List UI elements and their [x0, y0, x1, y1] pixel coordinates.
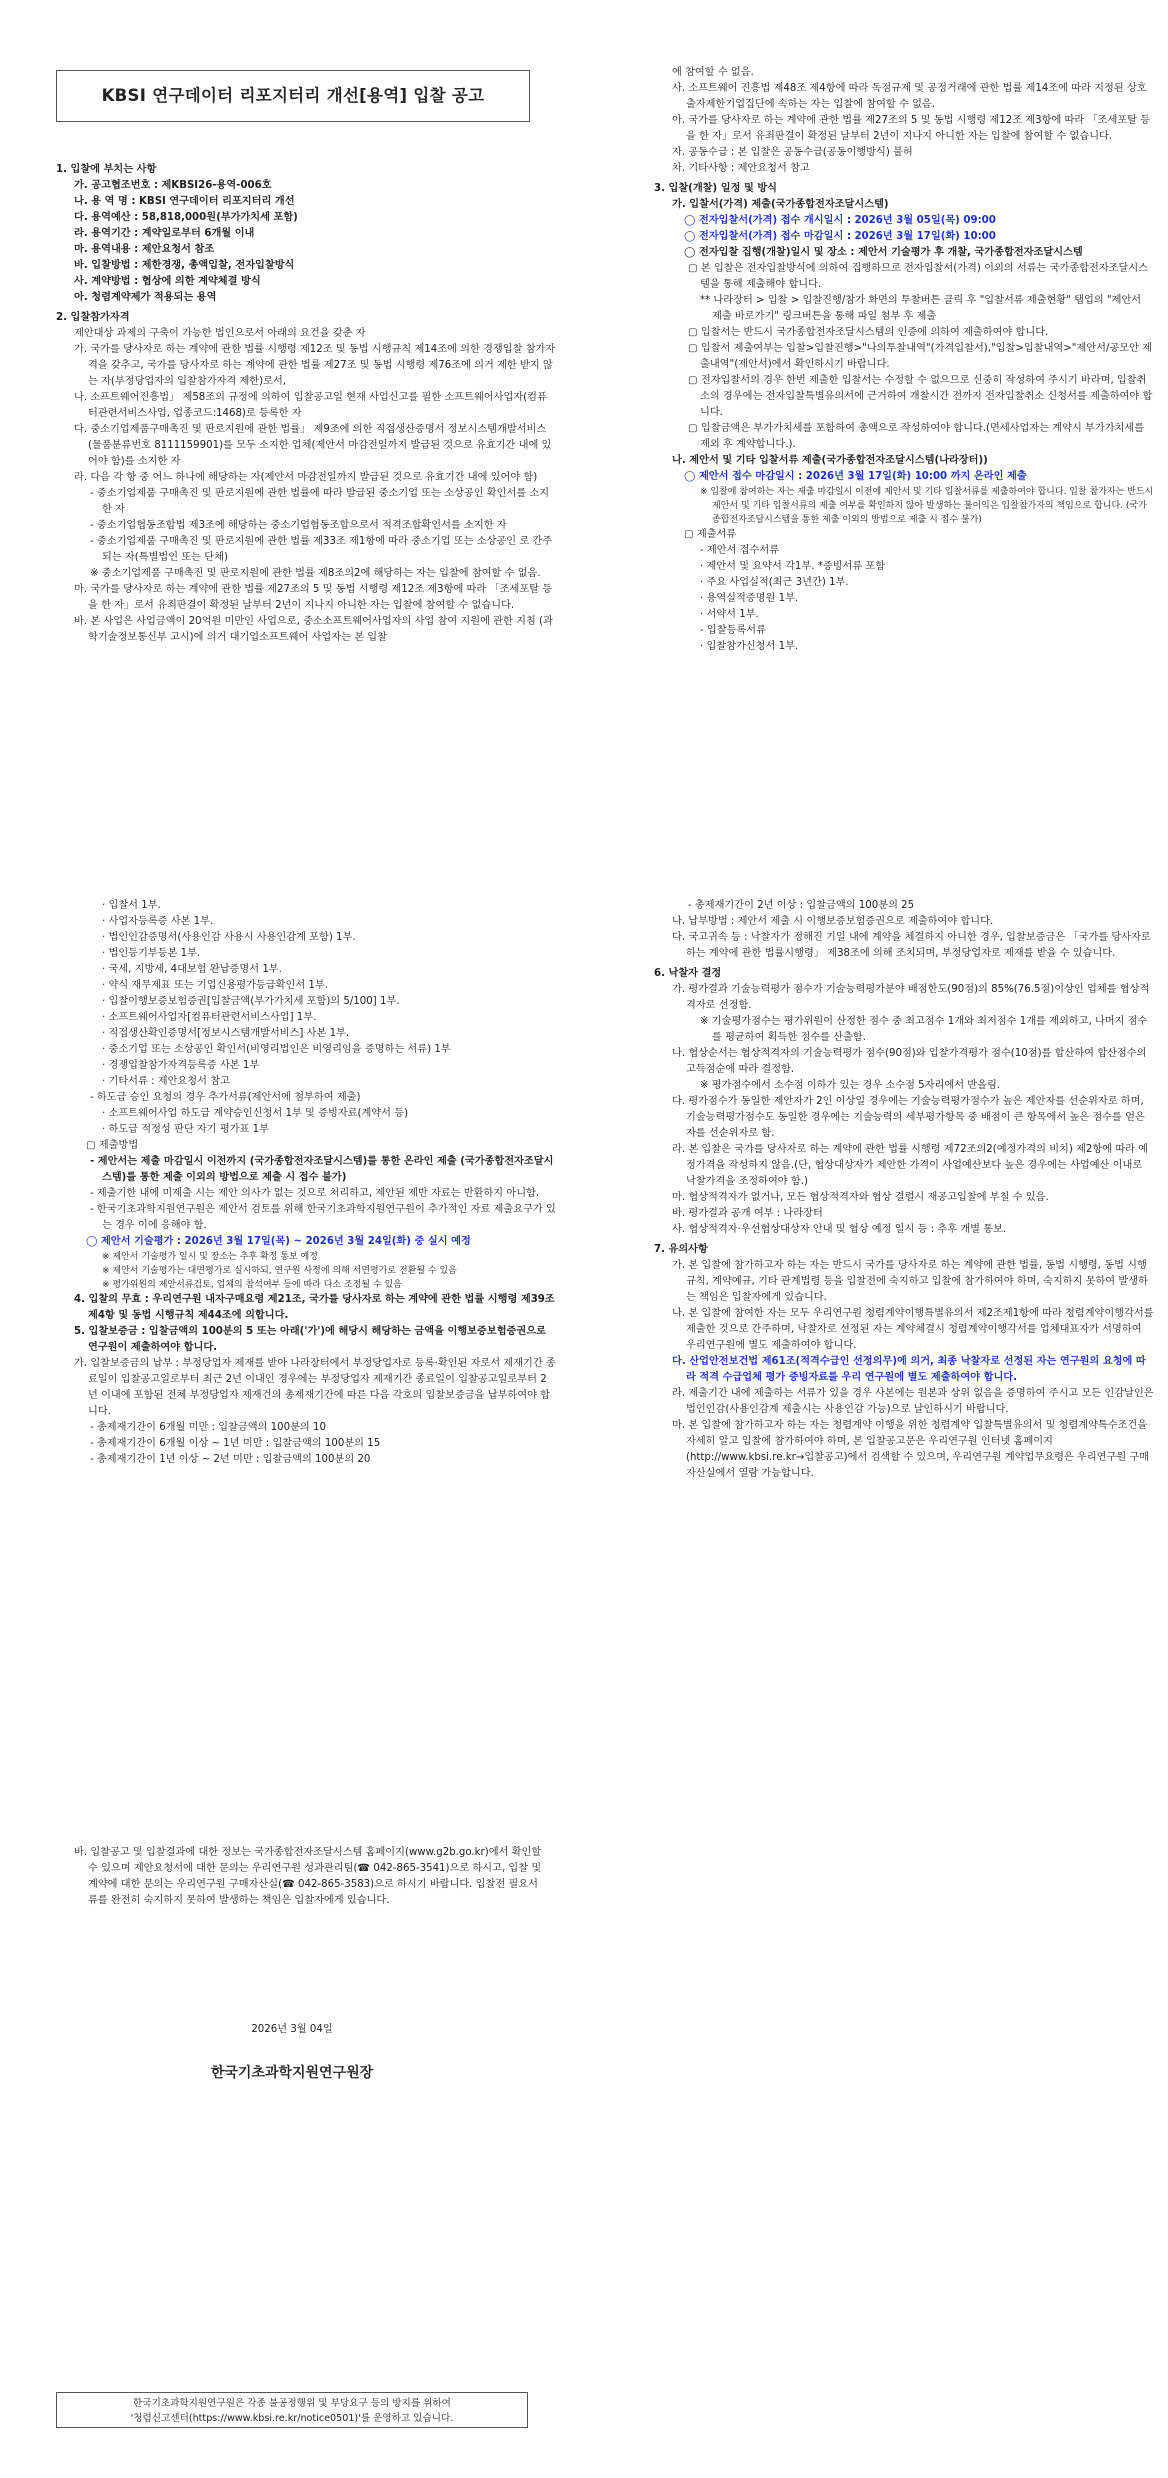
right1-line: ※ 입찰에 참여하는 자는 제출 마감일시 이전에 제안서 및 기타 입찰서류를 제출하여야 합니다. 입찰 참가자는 반드시 제안서 및 기타 입찰서류의 제출 여부를 확인하지 않아 발생하는 불이익은 입찰참가자의 책임으로 합니다. (국가종합전자조달시스템을 통한 제출 이외의 방법으로 제출 시 접수 불가) [700, 487, 1154, 525]
left1-line: 바. 입찰방법 : 제한경쟁, 총액입찰, 전자입찰방식 [74, 260, 295, 271]
right2-line: 다. 평가점수가 동일한 제안자가 2인 이상일 경우에는 기술능력평가점수가 높은 제안자를 선순위자로 하며, 기술능력평가점수도 동일한 경우에는 기술능력의 세부평가항목 중 배점이 큰 항목에서 높은 점수를 얻은 자를 선순위자로 함. [672, 1096, 1145, 1139]
left1-line: 나. 소프트웨어진흥법」 제58조의 규정에 의하여 입찰공고일 현재 사업신고를 필한 소프트웨어사업자(컴퓨터관련서비스사업, 업종코드:1468)로 등록한 자 [74, 392, 547, 419]
right2-line: - 총제재기간이 2년 이상 : 입찰금액의 100분의 25 [688, 900, 915, 911]
right1-line: - 제안서 접수서류 [700, 545, 780, 556]
bottom-note-text: 바. 입찰공고 및 입찰결과에 대한 정보는 국가종합전자조달시스템 홈페이지(www.g2b.go.kr)에서 확인할 수 있으며 제안요청서에 대한 문의는 우리연구원 성과관리팀(☎ 042-865-3541)으로 하시고, 입찰 및 계약에 대한 문의는 우리연구원 구매자산실(☎ 042-865-3583)으로 하시기 바랍니다. 입찰전 필요서류를 완전히 숙지하지 못하여 발생하는 책임은 입찰자에게 있습니다. [74, 1847, 542, 1906]
left2-line: - 총제재기간이 1년 이상 ~ 2년 미만 : 입찰금액의 100분의 20 [90, 1454, 371, 1465]
right1-line: - 입찰등록서류 [700, 625, 766, 636]
right1-line: 가. 입찰서(가격) 제출(국가종합전자조달시스템) [672, 199, 889, 210]
left2-line: · 소프트웨어사업 하도급 계약승인신청서 1부 및 증빙자료(계약서 등) [102, 1108, 409, 1119]
right1-line: 자. 공동수급 : 본 입찰은 공동수급(공동이행방식) 불허 [672, 147, 913, 158]
right2-line: 나. 협상순서는 협상적격자의 기술능력평가 점수(90점)와 입찰가격평가 점수(10점)를 합산하여 합산점수의 고득점순에 따라 결정함. [672, 1048, 1147, 1075]
left2-line: 가. 입찰보증금의 납부 : 부정당업자 제재를 받아 나라장터에서 부정당업자로 등록·확인된 자로서 제재기간 종료일이 입찰공고일로부터 최근 2년 이내인 경우에는 부정당업자 제재기간 종료일이 입찰공고일로부터 2년 이내에 포함된 전체 부정당업자 제재건의 총제재기간에 따른 다음 각호의 입찰보증금을 납부하여야 합니다. [74, 1358, 556, 1417]
left1-line: 라. 용역기간 : 계약일로부터 6개월 이내 [74, 228, 255, 239]
left2-line: · 경쟁입찰참가자격등록증 사본 1부 [102, 1060, 260, 1071]
left2-line: - 제출기한 내에 미제출 시는 제안 의사가 없는 것으로 처리하고, 제안된 제반 자료는 반환하지 아니함. [90, 1188, 540, 1199]
right2-line: 7. 유의사항 [654, 1244, 708, 1255]
left2-line: · 직접생산확인증명서[정보시스템개발서비스] 사본 1부. [102, 1028, 350, 1039]
left2-line: - 한국기초과학지원연구원은 제안서 검토를 위해 한국기초과학지원연구원이 추가적인 자료 제출요구가 있는 경우 이에 응해야 함. [90, 1204, 556, 1231]
section-right-top [654, 65, 1154, 655]
left1-line: 라. 다음 각 항 중 어느 하나에 해당하는 자(제안서 마감전일까지 발급된 것으로 유효기간 내에 있어야 함) [74, 472, 538, 483]
left2-line: - 하도급 승인 요청의 경우 추가서류(제안서에 첨부하여 제출) [90, 1092, 361, 1103]
right2-line: 마. 협상적격자가 없거나, 모든 협상적격자와 협상 결렬시 재공고입찰에 부칠 수 있음. [672, 1192, 1049, 1203]
right1-line: ▢ 전자입찰서의 경우 한번 제출한 입찰서는 수정할 수 없으므로 신중히 작성하여 주시기 바라며, 입찰취소의 경우에는 전자입찰특별유의서에 근거하여 개찰시간 전까지 전자입찰취소 신청서를 제출하여야 합니다. [688, 375, 1153, 418]
left1-line: 다. 용역예산 : 58,818,000원(부가가치세 포함) [74, 212, 298, 223]
left1-line: 1. 입찰에 부치는 사항 [56, 164, 157, 175]
left1-line: 다. 중소기업제품구매촉진 및 판로지원에 관한 법률」 제9조에 의한 직접생산증명서 정보시스템개발서비스(물품분류번호 8111159901)를 모두 소지한 업체(제안서 마감전일까지 발급된 것으로 유효기간 내에 있어야 함)를 소지한 자 [74, 424, 552, 467]
right1-line: · 제안서 및 요약서 각1부. *증빙서류 포함 [700, 561, 886, 572]
left1-line: - 중소기업제품 구매촉진 및 판로지원에 관한 법률 제33조 제1항에 따라 중소기업 또는 소상공인 로 간주되는 자(특별법인 또는 단체) [90, 536, 553, 563]
left2-line: · 소프트웨어사업자[컴퓨터관련서비스사업] 1부. [102, 1012, 317, 1023]
left2-line: · 하도급 적정성 판단 자기 평가표 1부 [102, 1124, 269, 1135]
right1-line: 아. 국가를 당사자로 하는 계약에 관한 법률 제27조의 5 및 동법 시행령 제12조 제3항에 따라 「조세포탈 등을 한 자」로서 유죄판결이 확정된 날부터 2년이 지나지 아니한 자는 입찰에 참여할 수 없습니다. [672, 115, 1151, 142]
right1-line: ▢ 제출서류 [684, 529, 737, 540]
footer-line-2: '청렴신고센터(https://www.kbsi.re.kr/notice0501)'를 운영하고 있습니다. [130, 2413, 454, 2424]
right1-line: 사. 소프트웨어 진흥법 제48조 제4항에 따라 독점규제 및 공정거래에 관한 법률 제14조에 따라 지정된 상호출자제한기업집단에 속하는 자는 입찰에 참여할 수 없음. [672, 83, 1147, 110]
right2-line: 나. 납부방법 : 제안서 제출 시 이행보증보험증권으로 제출하여야 합니다. [672, 916, 994, 927]
left1-line: 아. 청렴계약제가 적용되는 용역 [74, 292, 217, 303]
bottom-note [56, 1845, 546, 1909]
left2-line: 5. 입찰보증금 : 입찰금액의 100분의 5 또는 아래('가')에 해당시 해당하는 금액을 이행보증보험증권으로 연구원이 제출하여야 합니다. [74, 1326, 546, 1353]
left2-line: ※ 제안서 기술평가 일시 및 장소는 추후 확정 통보 예정 [102, 1252, 318, 1262]
left1-line: 가. 국가를 당사자로 하는 계약에 관한 법률 시행령 제12조 및 동법 시행규칙 제14조에 의한 경쟁입찰 참가자격을 갖추고, 국가를 당사자로 하는 계약에 관한 법률 제27조 및 동법 시행령 제76조에 의거 제한 받지 않는 자(부정당업자의 입찰참가자격 제한)로서, [74, 344, 556, 387]
announcement-date: 2026년 3월 04일 [251, 2024, 333, 2035]
left1-line: 2. 입찰참가자격 [56, 312, 130, 323]
page-title: KBSI 연구데이터 리포지터리 개선[용역] 입찰 공고 [101, 86, 485, 105]
right2-line: 가. 평가결과 기술능력평가 점수가 기술능력평가분야 배점한도(90점)의 85%(76.5점)이상인 업체를 협상적격자로 선정함. [672, 984, 1150, 1011]
left1-line: 마. 국가를 당사자로 하는 계약에 관한 법률 제27조의 5 및 동법 시행령 제12조 제3항에 따라 「조세포탈 등을 한 자」로서 유죄판결이 확정된 날부터 2년이 지나지 아니한 자는 입찰에 참여할 수 없습니다. [74, 584, 553, 611]
left2-line: · 약식 재무제표 또는 기업신용평가등급확인서 1부. [102, 980, 328, 991]
left2-line: ▢ 제출방법 [86, 1140, 139, 1151]
left2-line: · 입찰이행보증보험증권[입찰금액(부가가치세 포함)의 5/100] 1부. [102, 996, 400, 1007]
right2-line: 다. 국고귀속 등 : 낙찰자가 정해진 기일 내에 계약을 체결하지 아니한 경우, 입찰보증금은 「국가를 당사자로 하는 계약에 관한 법률시행령」 제38조에 의해 조치되며, 부정당업자로 제재를 받을 수 있습니다. [672, 932, 1151, 959]
right1-line: 3. 입찰(개찰) 일정 및 방식 [654, 183, 778, 194]
right1-line: · 서약서 1부. [700, 609, 759, 620]
right2-line: 바. 평가결과 공개 여부 : 나라장터 [672, 1208, 823, 1219]
right2-line: 라. 본 입찰은 국가를 당사자로 하는 계약에 관한 법률 시행령 제72조의2(예정가격의 비치) 제2항에 따라 예정가격을 작성하지 않음.(단, 협상대상자가 제안한 가격이 사업예산보다 높은 경우에는 사업예산 이내로 낙찰가격을 조정하여야 함.) [672, 1144, 1149, 1187]
right1-line: ▢ 입찰서 제출여부는 입찰>입찰진행>"나의투찰내역"(가격입찰서),"입찰>입찰내역>"제안서/공모안 제출내역"(제안서)에서 확인하시기 바랍니다. [688, 343, 1153, 370]
organization-name: 한국기초과학지원연구원장 [210, 2065, 374, 2081]
left2-line: ◯ 제안서 기술평가 : 2026년 3월 17일(목) ~ 2026년 3월 24일(화) 중 실시 예정 [86, 1236, 471, 1247]
title-box [56, 70, 530, 122]
right1-line: 나. 제안서 및 기타 입찰서류 제출(국가종합전자조달시스템(나라장터)) [672, 455, 988, 466]
right1-line: 에 참여할 수 없음. [672, 67, 754, 78]
left2-line: · 사업자등록증 사본 1부. [102, 916, 214, 927]
left1-line: - 중소기업협동조합법 제3조에 해당하는 중소기업협동조합으로서 적격조합확인서를 소지한 자 [90, 520, 507, 531]
right2-line: 마. 본 입찰에 참가하고자 하는 자는 청렴계약 이행을 위한 청렴계약 입찰특별유의서 및 청렴계약특수조건을 자세히 알고 입찰에 참가하여야 하며, 본 입찰공고문은 우리연구원 인터넷 홈페이지(http://www.kbsi.re.kr→입찰공고)에서 검색할 수 있으며, 우리연구원 계약업무요령은 우리연구원 구매자산실에서 열람 가능합니다. [672, 1420, 1150, 1479]
left1-line: ※ 중소기업제품 구매촉진 및 판로지원에 관한 법률 제8조의2에 해당하는 자는 입찰에 참여할 수 없음. [90, 568, 541, 579]
right1-line: ▢ 입찰서는 반드시 국가종합전자조달시스템의 인증에 의하여 제출하여야 합니다. [688, 327, 1049, 338]
left2-line: · 중소기업 또는 소상공인 확인서(비영리법인은 비영리임을 증명하는 서류) 1부 [102, 1044, 451, 1055]
right1-line: ▢ 입찰금액은 부가가치세를 포함하여 총액으로 작성하여야 합니다.(면세사업자는 계약시 부가가치세를 제외 후 계약합니다.). [688, 423, 1145, 450]
left1-line: 사. 계약방법 : 협상에 의한 계약체결 방식 [74, 276, 261, 287]
left2-line: · 법인인감증명서(사용인감 사용시 사용인감계 포함) 1부. [102, 932, 356, 943]
section-right-bottom [654, 898, 1154, 1482]
right2-line: ※ 기술평가점수는 평가위원이 산정한 점수 중 최고점수 1개와 최저점수 1개를 제외하고, 나머지 점수를 평균하여 획득한 점수를 산출함. [700, 1016, 1148, 1043]
footer-notice [56, 2392, 528, 2428]
left2-line: ※ 제안서 기술평가는 대면평가로 실시하되, 연구원 사정에 의해 서면평가로 전환될 수 있음 [102, 1266, 457, 1276]
left1-line: 나. 용 역 명 : KBSI 연구데이터 리포지터리 개선 [74, 196, 295, 207]
left2-line: · 법인등기부등본 1부. [102, 948, 201, 959]
right1-line: ◯ 제안서 접수 마감일시 : 2026년 3월 17일(화) 10:00 까지 온라인 제출 [684, 471, 1027, 482]
right1-line: ▢ 본 입찰은 전자입찰방식에 의하여 집행하므로 전자입찰서(가격) 이외의 서류는 국가종합전자조달시스템을 통해 제출해야 합니다. [688, 263, 1149, 290]
right2-line: 사. 협상적격자·우선협상대상자 안내 및 협상 예정 일시 등 : 추후 개별 통보. [672, 1224, 1007, 1235]
left2-line: ※ 평가위원의 제안서류검토, 업체의 참석여부 등에 따라 다소 조정될 수 있음 [102, 1280, 402, 1290]
right1-line: ◯ 전자입찰 집행(개찰)일시 및 장소 : 제안서 기술평가 후 개찰, 국가종합전자조달시스템 [684, 247, 1083, 258]
right2-line: 6. 낙찰자 결정 [654, 968, 722, 979]
left2-line: - 제안서는 제출 마감일시 이전까지 (국가종합전자조달시스템)를 통한 온라인 제출 (국가종합전자조달시스템)를 통한 제출 이외의 방법으로 제출 시 접수 불가) [90, 1156, 554, 1183]
right2-line: 다. 산업안전보건법 제61조(적격수급인 선정의무)에 의거, 최종 낙찰자로 선정된 자는 연구원의 요청에 따라 적격 수급업체 평가 증빙자료를 우리 연구원에 별도 제출하여야 합니다. [672, 1356, 1146, 1383]
left1-line: 제안대상 과제의 구축이 가능한 법인으로서 아래의 요건을 갖춘 자 [74, 328, 366, 339]
left2-line: 4. 입찰의 무효 : 우리연구원 내자구매요령 제21조, 국가를 당사자로 하는 계약에 관한 법률 시행령 제39조제4항 및 동법 시행규칙 제44조에 의합니다. [74, 1294, 555, 1321]
left2-line: - 총제재기간이 6개월 미만 : 입찰금액의 100분의 10 [90, 1422, 326, 1433]
left2-line: · 국세, 지방세, 4대보험 완납증명서 1부. [102, 964, 282, 975]
right1-line: · 주요 사업실적(최근 3년간) 1부. [700, 577, 849, 588]
section-left-top [56, 158, 556, 646]
right1-line: ◯ 전자입찰서(가격) 접수 개시일시 : 2026년 3월 05일(목) 09:00 [684, 215, 996, 226]
left1-line: 마. 용역내용 : 제안요청서 참조 [74, 244, 215, 255]
right1-line: ** 나라장터 > 입찰 > 입찰진행/참가 화면의 투찰버튼 클릭 후 "입찰서류 제출현황" 탭업의 "제안서 제출 바로가기" 링크버튼을 통해 파일 첨부 후 제출 [700, 295, 1142, 322]
left2-line: · 입찰서 1부. [102, 900, 161, 911]
left1-line: 바. 본 사업은 사업금액이 20억원 미만인 사업으로, 중소소프트웨어사업자의 사업 참여 지원에 관한 지침 (과학기술정보통신부 고시)에 의거 대기업소프트웨어 사업자는 본 입찰 [74, 616, 553, 643]
right1-line: ◯ 전자입찰서(가격) 접수 마감일시 : 2026년 3월 17일(화) 10:00 [684, 231, 996, 242]
right2-line: 가. 본 입찰에 참가하고자 하는 자는 반드시 국가를 당사자로 하는 계약에 관한 법률, 동법 시행령, 동법 시행규칙, 계약예규, 기타 관계법령 등을 입찰전에 숙지하고 입찰에 참가하여야 하며, 숙지하지 못하여 발생하는 책임은 입찰자에게 있습니다. [672, 1260, 1148, 1303]
right1-line: · 용역실적증명원 1부. [700, 593, 799, 604]
left2-line: · 기타서류 : 제안요청서 참고 [102, 1076, 230, 1087]
right2-line: 라. 제출기간 내에 제출하는 서류가 있을 경우 사본에는 원본과 상위 없음을 증명하여 주시고 모든 인감날인은 법인인감(사용인감계 제출시는 사용인감 가능)으로 날인하시기 바랍니다. [672, 1388, 1154, 1415]
section-left-bottom [56, 898, 556, 1468]
right1-line: · 입찰참가신청서 1부. [700, 641, 799, 652]
right1-line: 차. 기타사항 : 제안요청서 참고 [672, 163, 810, 174]
left2-line: - 총제재기간이 6개월 이상 ~ 1년 미만 : 입찰금액의 100분의 15 [90, 1438, 381, 1449]
left1-line: 가. 공고협조번호 : 제KBSI26-용역-006호 [74, 180, 272, 191]
footer-line-1: 한국기초과학지원연구원은 각종 불공정행위 및 부당요구 등의 방지를 위하여 [133, 2398, 451, 2409]
left1-line: - 중소기업제품 구매촉진 및 판로지원에 관한 법률에 따라 발급된 중소기업 또는 소상공인 확인서를 소지한 자 [90, 488, 550, 515]
right2-line: ※ 평가점수에서 소수점 이하가 있는 경우 소수점 5자리에서 반올림. [700, 1080, 1001, 1091]
right2-line: 나. 본 입찰에 참여한 자는 모두 우리연구원 청렴계약이행특별유의서 제2조제1항에 따라 청렴계약이행각서를 제출한 것으로 간주하며, 낙찰자로 선정된 자는 계약체결시 청렴계약이행각서를 업체대표자가 서명하여 우리연구원에 별도 제출하여야 합니다. [672, 1308, 1154, 1351]
